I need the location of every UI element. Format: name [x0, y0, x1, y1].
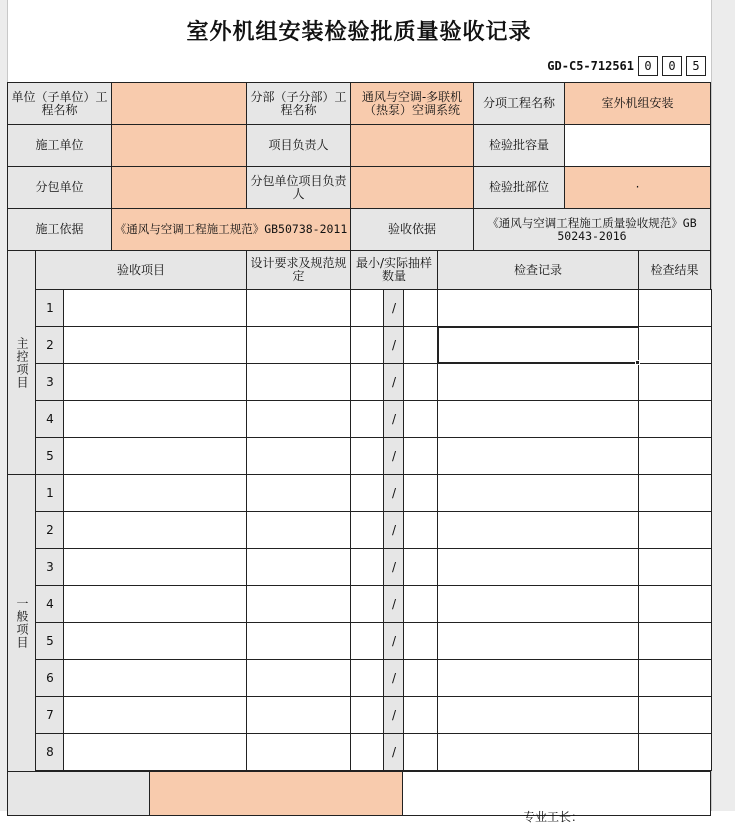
header-record[interactable]: 检查记录	[437, 250, 639, 290]
sub-project-value[interactable]: 通风与空调-多联机（热泵）空调系统	[350, 82, 474, 125]
manager-value[interactable]	[350, 124, 474, 167]
construct-value[interactable]	[111, 124, 247, 167]
main-row-4-sample-min[interactable]	[350, 400, 385, 438]
selected-cell[interactable]	[437, 326, 640, 364]
general-row-2-result[interactable]	[638, 511, 712, 549]
general-row-8-item[interactable]	[63, 733, 248, 771]
general-row-3-sample-min[interactable]	[350, 548, 385, 586]
general-row-7-no[interactable]: 7	[35, 696, 65, 734]
general-row-8-sample-actual[interactable]	[403, 733, 439, 771]
general-row-7-record[interactable]	[437, 696, 640, 734]
selection-fill-handle[interactable]	[635, 360, 640, 365]
main-row-5-sample-min[interactable]	[350, 437, 385, 475]
general-row-2-no[interactable]: 2	[35, 511, 65, 549]
general-row-5-sample-actual[interactable]	[403, 622, 439, 660]
main-group-text: 主控项目	[15, 336, 29, 389]
general-row-4-record[interactable]	[437, 585, 640, 623]
main-row-4-no[interactable]: 4	[35, 400, 65, 438]
general-row-3-design[interactable]	[246, 548, 352, 586]
foreman-label: 专业工长：	[523, 810, 584, 824]
main-row-2-sample-actual[interactable]	[403, 326, 439, 364]
sheet-right-margin	[711, 0, 735, 811]
main-row-1-no[interactable]: 1	[35, 289, 65, 327]
general-row-1-design[interactable]	[246, 474, 352, 512]
header-result[interactable]: 检查结果	[638, 250, 711, 290]
capacity-value[interactable]	[564, 124, 711, 167]
sub-manager-label[interactable]: 分包单位项目负责人	[246, 166, 351, 209]
main-row-3-record[interactable]	[437, 363, 640, 401]
general-row-7-design[interactable]	[246, 696, 352, 734]
general-row-6-sample-actual[interactable]	[403, 659, 439, 697]
main-row-4-sample-actual[interactable]	[403, 400, 439, 438]
item-project-label[interactable]: 分项工程名称	[473, 82, 565, 125]
main-row-1-item[interactable]	[63, 289, 248, 327]
general-row-6-record[interactable]	[437, 659, 640, 697]
code-digit-2[interactable]: 0	[662, 56, 682, 76]
general-row-7-slash[interactable]: /	[383, 696, 405, 734]
main-row-1-result[interactable]	[638, 289, 712, 327]
main-row-4-item[interactable]	[63, 400, 248, 438]
accept-basis-label[interactable]: 验收依据	[350, 208, 474, 251]
subcontract-label[interactable]: 分包单位	[7, 166, 112, 209]
general-row-5-result[interactable]	[638, 622, 712, 660]
sub-manager-value[interactable]	[350, 166, 474, 209]
part-value[interactable]: ·	[564, 166, 711, 209]
general-row-6-slash[interactable]: /	[383, 659, 405, 697]
main-row-1-sample-min[interactable]	[350, 289, 385, 327]
general-row-2-slash[interactable]: /	[383, 511, 405, 549]
footer-foreman-cell[interactable]	[402, 771, 711, 824]
general-group-text: 一般项目	[15, 597, 29, 649]
general-row-7-sample-min[interactable]	[350, 696, 385, 734]
capacity-label[interactable]: 检验批容量	[473, 124, 565, 167]
main-row-2-result[interactable]	[638, 326, 712, 364]
general-row-8-record[interactable]	[437, 733, 640, 771]
main-row-1-slash[interactable]: /	[383, 289, 405, 327]
sub-project-label[interactable]: 分部（子分部）工程名称	[246, 82, 351, 125]
general-row-5-slash[interactable]: /	[383, 622, 405, 660]
main-row-4-result[interactable]	[638, 400, 712, 438]
main-row-3-item[interactable]	[63, 363, 248, 401]
unit-label[interactable]: 单位（子单位）工程名称	[7, 82, 112, 125]
item-project-value[interactable]: 室外机组安装	[564, 82, 711, 125]
general-group-label[interactable]	[7, 474, 36, 772]
general-row-1-no[interactable]: 1	[35, 474, 65, 512]
header-sample[interactable]: 最小/实际抽样数量	[350, 250, 438, 290]
general-row-5-item[interactable]	[63, 622, 248, 660]
general-row-3-sample-actual[interactable]	[403, 548, 439, 586]
general-row-3-result[interactable]	[638, 548, 712, 586]
general-row-4-slash[interactable]: /	[383, 585, 405, 623]
basis-label[interactable]: 施工依据	[7, 208, 112, 251]
general-row-5-no[interactable]: 5	[35, 622, 65, 660]
main-row-1-sample-actual[interactable]	[403, 289, 439, 327]
main-row-5-item[interactable]	[63, 437, 248, 475]
general-row-8-no[interactable]: 8	[35, 733, 65, 771]
general-row-8-result[interactable]	[638, 733, 712, 771]
unit-value[interactable]	[111, 82, 247, 125]
main-row-5-sample-actual[interactable]	[403, 437, 439, 475]
code-digit-3[interactable]: 5	[686, 56, 706, 76]
general-row-4-sample-min[interactable]	[350, 585, 385, 623]
main-row-2-no[interactable]: 2	[35, 326, 65, 364]
construct-label[interactable]: 施工单位	[7, 124, 112, 167]
general-row-2-design[interactable]	[246, 511, 352, 549]
general-row-4-result[interactable]	[638, 585, 712, 623]
main-row-5-slash[interactable]: /	[383, 437, 405, 475]
general-row-1-sample-min[interactable]	[350, 474, 385, 512]
general-row-8-design[interactable]	[246, 733, 352, 771]
main-row-2-slash[interactable]: /	[383, 326, 405, 364]
general-row-8-slash[interactable]: /	[383, 733, 405, 771]
general-row-5-design[interactable]	[246, 622, 352, 660]
accept-basis-value[interactable]: 《通风与空调工程施工质量验收规范》GB 50243-2016	[473, 208, 711, 251]
general-row-2-sample-actual[interactable]	[403, 511, 439, 549]
general-row-8-sample-min[interactable]	[350, 733, 385, 771]
general-row-4-sample-actual[interactable]	[403, 585, 439, 623]
general-row-3-slash[interactable]: /	[383, 548, 405, 586]
general-row-1-sample-actual[interactable]	[403, 474, 439, 512]
main-row-5-record[interactable]	[437, 437, 640, 475]
general-row-4-item[interactable]	[63, 585, 248, 623]
main-row-1-design[interactable]	[246, 289, 352, 327]
main-row-3-result[interactable]	[638, 363, 712, 401]
form-code[interactable]: GD-C5-712561	[547, 59, 634, 73]
general-row-6-item[interactable]	[63, 659, 248, 697]
main-group-label[interactable]	[7, 250, 36, 475]
main-row-1-record[interactable]	[437, 289, 640, 327]
header-item[interactable]: 验收项目	[35, 250, 247, 290]
general-row-2-sample-min[interactable]	[350, 511, 385, 549]
main-row-2-design[interactable]	[246, 326, 352, 364]
general-row-1-item[interactable]	[63, 474, 248, 512]
general-row-6-design[interactable]	[246, 659, 352, 697]
general-row-7-result[interactable]	[638, 696, 712, 734]
main-row-5-result[interactable]	[638, 437, 712, 475]
general-row-5-sample-min[interactable]	[350, 622, 385, 660]
general-row-3-item[interactable]	[63, 548, 248, 586]
general-row-7-item[interactable]	[63, 696, 248, 734]
main-row-3-slash[interactable]: /	[383, 363, 405, 401]
footer-signature-area[interactable]	[149, 771, 403, 816]
main-row-3-design[interactable]	[246, 363, 352, 401]
main-row-4-record[interactable]	[437, 400, 640, 438]
general-row-2-record[interactable]	[437, 511, 640, 549]
general-row-4-design[interactable]	[246, 585, 352, 623]
general-row-4-no[interactable]: 4	[35, 585, 65, 623]
code-digit-1[interactable]: 0	[638, 56, 658, 76]
general-row-1-slash[interactable]: /	[383, 474, 405, 512]
footer-label-cell[interactable]	[7, 771, 150, 816]
main-row-5-design[interactable]	[246, 437, 352, 475]
main-row-3-no[interactable]: 3	[35, 363, 65, 401]
main-row-2-item[interactable]	[63, 326, 248, 364]
general-row-7-sample-actual[interactable]	[403, 696, 439, 734]
general-row-6-result[interactable]	[638, 659, 712, 697]
basis-value[interactable]: 《通风与空调工程施工规范》GB50738-2011	[111, 208, 351, 251]
main-row-4-design[interactable]	[246, 400, 352, 438]
main-row-2-sample-min[interactable]	[350, 326, 385, 364]
part-label[interactable]: 检验批部位	[473, 166, 565, 209]
general-row-1-record[interactable]	[437, 474, 640, 512]
general-row-6-no[interactable]: 6	[35, 659, 65, 697]
subcontract-value[interactable]	[111, 166, 247, 209]
general-row-1-result[interactable]	[638, 474, 712, 512]
general-row-5-record[interactable]	[437, 622, 640, 660]
main-row-3-sample-actual[interactable]	[403, 363, 439, 401]
main-row-5-no[interactable]: 5	[35, 437, 65, 475]
main-row-3-sample-min[interactable]	[350, 363, 385, 401]
form-title[interactable]: 室外机组安装检验批质量验收记录	[186, 19, 532, 45]
header-design[interactable]: 设计要求及规范规定	[246, 250, 351, 290]
manager-label[interactable]: 项目负责人	[246, 124, 351, 167]
general-row-2-item[interactable]	[63, 511, 248, 549]
general-row-3-no[interactable]: 3	[35, 548, 65, 586]
general-row-6-sample-min[interactable]	[350, 659, 385, 697]
main-row-4-slash[interactable]: /	[383, 400, 405, 438]
general-row-3-record[interactable]	[437, 548, 640, 586]
